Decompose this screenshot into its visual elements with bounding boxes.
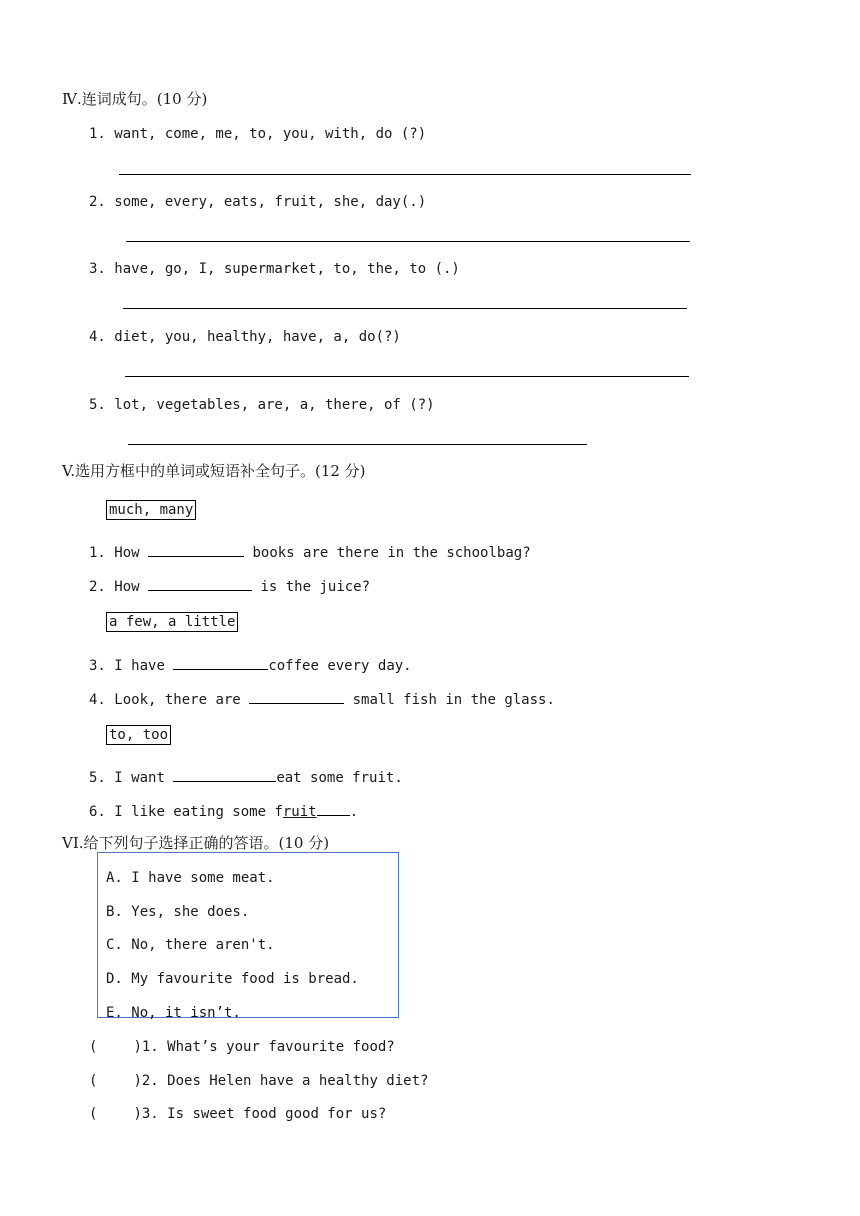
blank-2[interactable] [148,576,252,591]
answer-paren-close-2: ) [133,1073,142,1089]
fill-answer-6[interactable]: ruit [282,804,317,820]
word-box-much-many: much, many [106,500,196,520]
fill-sentence-6 [89,801,358,821]
question-text-2: 2. Does Helen have a healthy diet? [141,1073,429,1089]
answer-paren-open-2[interactable]: ( [89,1073,98,1089]
answer-line-3[interactable] [123,308,687,309]
question-row-3 [89,1105,386,1123]
fill-pre-5: I want [114,770,165,786]
fill-post-2: is the juice? [260,579,371,595]
answer-line-1[interactable] [119,174,691,175]
sentence-item-5: 5. lot, vegetables, are, a, there, of (?) [89,397,435,413]
sentence-item-3: 3. have, go, I, supermarket, to, the, to (.) [89,261,460,277]
question-row-1 [89,1038,395,1056]
fill-pre-2: How [114,579,140,595]
fill-num-2: 2. [89,579,106,595]
question-row-2 [89,1072,428,1090]
fill-sentence-1 [89,542,531,562]
blank-1[interactable] [148,542,244,557]
question-text-3: 3. Is sweet food good for us? [141,1106,387,1122]
blank-5[interactable] [173,767,276,782]
word-box-to-too: to, too [106,725,171,745]
option-a: A. I have some meat. [106,870,275,886]
question-text-1: 1. What’s your favourite food? [141,1039,395,1055]
fill-sentence-4 [89,689,555,709]
blank-6[interactable] [317,801,350,816]
fill-sentence-2 [89,576,370,596]
answer-line-4[interactable] [125,376,689,377]
option-e: E. No, it isn’t. [106,1005,241,1021]
option-c: C. No, there aren't. [106,937,275,953]
fill-post-3: coffee every day. [268,658,412,674]
fill-num-1: 1. [89,545,106,561]
answer-line-5[interactable] [128,444,587,445]
fill-sentence-5 [89,767,403,787]
fill-post-1: books are there in the schoolbag? [252,545,531,561]
fill-num-4: 4. [89,692,106,708]
fill-post-6: . [349,804,359,820]
section-5-heading: V.选用方框中的单词或短语补全句子。(12 分) [62,462,366,480]
fill-pre-1: How [114,545,140,561]
answer-paren-close-1: ) [133,1039,142,1055]
fill-post-4: small fish in the glass. [352,692,555,708]
blank-3[interactable] [173,655,268,670]
answer-paren-open-1[interactable]: ( [89,1039,98,1055]
fill-num-5: 5. [89,770,106,786]
answer-paren-close-3: ) [133,1106,142,1122]
fill-pre-6: I like eating some f [114,804,283,820]
fill-pre-3: I have [114,658,165,674]
word-box-few-little: a few, a little [106,612,238,632]
option-b: B. Yes, she does. [106,904,250,920]
section-4-heading: Ⅳ.连词成句。(10 分) [62,90,208,108]
sentence-item-2: 2. some, every, eats, fruit, she, day(.) [89,194,427,210]
blank-4[interactable] [249,689,344,704]
answer-paren-open-3[interactable]: ( [89,1106,98,1122]
fill-num-3: 3. [89,658,106,674]
sentence-item-4: 4. diet, you, healthy, have, a, do(?) [89,329,401,345]
option-d: D. My favourite food is bread. [106,971,359,987]
section-6-heading: VI.给下列句子选择正确的答语。(10 分) [62,834,330,852]
answer-line-2[interactable] [126,241,690,242]
fill-num-6: 6. [89,804,106,820]
fill-post-5: eat some fruit. [276,770,403,786]
sentence-item-1: 1. want, come, me, to, you, with, do (?) [89,126,427,142]
fill-sentence-3 [89,655,412,675]
fill-pre-4: Look, there are [114,692,241,708]
